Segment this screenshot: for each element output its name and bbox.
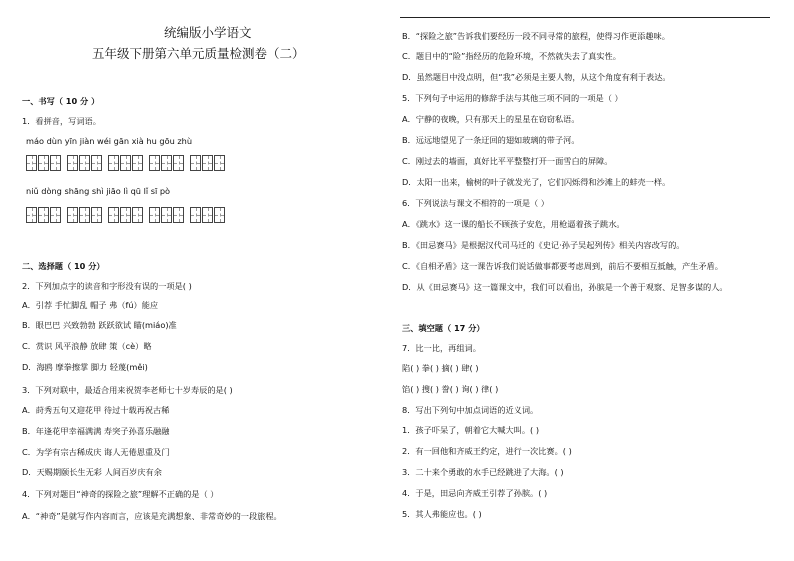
question-5-option-a[interactable]: A．宁静的夜晚，只有那天上的星星在窃窃私语。 xyxy=(402,114,580,124)
writing-box-group[interactable] xyxy=(190,155,226,171)
question-8: 8．写出下列句中加点词语的近义词。 xyxy=(402,405,539,415)
question-6-option-c[interactable]: C．《自相矛盾》这一课告诉我们说话做事都要考虑周到，前后不要相互抵触，产生矛盾。 xyxy=(402,261,723,271)
writing-box-group[interactable] xyxy=(108,207,144,223)
writing-grid-row-1 xyxy=(26,155,231,171)
question-8-item-5[interactable]: 5．其人弗能应也。( ) xyxy=(402,509,482,519)
question-8-item-1[interactable]: 1．孩子吓呆了，朝着它大喊大叫。( ) xyxy=(402,425,540,435)
question-6-option-b[interactable]: B．《田忌赛马》是根据汉代司马迁的《史记·孙子吴起列传》相关内容改写的。 xyxy=(402,240,685,250)
question-4-option-c[interactable]: C．题目中的“险”指经历的危险环境，不然就失去了真实性。 xyxy=(402,51,621,61)
question-4-option-b[interactable]: B．“探险之旅”告诉我们要经历一段不同寻常的旅程，使得习作更添趣味。 xyxy=(402,31,670,41)
question-6: 6．下列说法与课文不相符的一项是（ ） xyxy=(402,198,549,208)
question-8-item-4[interactable]: 4．于是，田忌向齐威王引荐了孙膑。( ) xyxy=(402,488,548,498)
writing-box-group[interactable] xyxy=(26,207,62,223)
section-writing: 一、书写（ 10 分 ） xyxy=(22,96,100,106)
question-7: 7．比一比，再组词。 xyxy=(402,343,481,353)
question-3-option-d[interactable]: D．天赐期颐长生无彩 人间百岁庆有余 xyxy=(22,467,162,477)
writing-box-group[interactable] xyxy=(67,207,103,223)
writing-grid-row-2 xyxy=(26,207,231,223)
pinyin-row-2: niǔ dòng shāng shì jiāo lì qū lǐ sī pò xyxy=(26,186,171,196)
section-choice: 二、选择题（ 10 分） xyxy=(22,261,105,271)
question-5-option-d[interactable]: D．太阳一出来，榆树的叶子就发光了，它们闪烁得和沙滩上的蚌壳一样。 xyxy=(402,177,671,187)
question-3: 3．下列对联中，最适合用来祝贺李老师七十岁寿辰的是( ) xyxy=(22,385,233,395)
question-2-option-b[interactable]: B．眼巴巴 兴致勃勃 跃跃欲试 瞄(miáo)准 xyxy=(22,320,177,330)
question-7-row-2[interactable]: 馅( ) 搜( ) 誊( ) 询( ) 律( ) xyxy=(402,384,499,394)
question-2: 2．下列加点字的读音和字形没有误的一项是( ) xyxy=(22,281,192,291)
question-3-option-b[interactable]: B．年逢花甲幸福满满 寿突子孙喜乐融融 xyxy=(22,426,170,436)
writing-box-group[interactable] xyxy=(26,155,62,171)
question-4-option-a[interactable]: A．“神奇”是就写作内容而言，应该是充满想象、非常奇妙的一段旅程。 xyxy=(22,511,282,521)
question-6-option-d[interactable]: D．从《田忌赛马》这一篇课文中，我们可以看出，孙膑是一个善于观察、足智多谋的人。 xyxy=(402,282,728,292)
question-3-option-a[interactable]: A．莳秀五句又迎花甲 待过十载再祝古稀 xyxy=(22,405,170,415)
question-2-option-c[interactable]: C．赏识 风平浪静 放肆 策（cè）略 xyxy=(22,341,152,351)
writing-box-group[interactable] xyxy=(149,155,185,171)
question-8-item-3[interactable]: 3．二十来个勇敢的水手已经跳进了大海。( ) xyxy=(402,467,564,477)
pinyin-row-1: máo dùn yīn jiàn wéi gān xià hu gōu zhù xyxy=(26,136,193,146)
exam-subtitle: 五年级下册第六单元质量检测卷（二） xyxy=(92,46,305,61)
question-1: 1．看拼音，写词语。 xyxy=(22,116,101,126)
question-4-option-d[interactable]: D．虽然题目中没点明，但“我”必须是主要人物，从这个角度有利于表达。 xyxy=(402,72,671,82)
question-3-option-c[interactable]: C．为学有宗古稀成庆 诲人无倦恩重及门 xyxy=(22,447,170,457)
question-2-option-d[interactable]: D．海鸥 摩拳擦掌 脚力 轻蔑(měi) xyxy=(22,362,148,372)
writing-box-group[interactable] xyxy=(190,207,226,223)
question-2-option-a[interactable]: A．引荐 手忙脚乱 帽子 弗（fú）能应 xyxy=(22,300,159,310)
question-7-row-1[interactable]: 陷( ) 拳( ) 摘( ) 肆( ) xyxy=(402,363,479,373)
question-5-option-b[interactable]: B．远远地望见了一条迂回的翅如玻璃的带子河。 xyxy=(402,135,580,145)
question-5: 5．下列句子中运用的修辞手法与其他三项不同的一项是（ ） xyxy=(402,93,623,103)
header-rule xyxy=(400,17,770,18)
writing-box-group[interactable] xyxy=(149,207,185,223)
question-8-item-2[interactable]: 2．有一回他和齐威王约定，进行一次比赛。( ) xyxy=(402,446,572,456)
question-4: 4．下列对题目“神奇的探险之旅”理解不正确的是（ ） xyxy=(22,489,219,499)
question-5-option-c[interactable]: C．刚过去的墙面，真好比平平整整打开一面雪白的屏障。 xyxy=(402,156,613,166)
writing-box-group[interactable] xyxy=(67,155,103,171)
writing-box-group[interactable] xyxy=(108,155,144,171)
exam-title: 统编版小学语文 xyxy=(164,25,252,40)
section-fill-blank: 三、填空题（ 17 分） xyxy=(402,323,485,333)
question-6-option-a[interactable]: A．《跳水》这一课的船长不顾孩子安危，用枪逼着孩子跳水。 xyxy=(402,219,625,229)
